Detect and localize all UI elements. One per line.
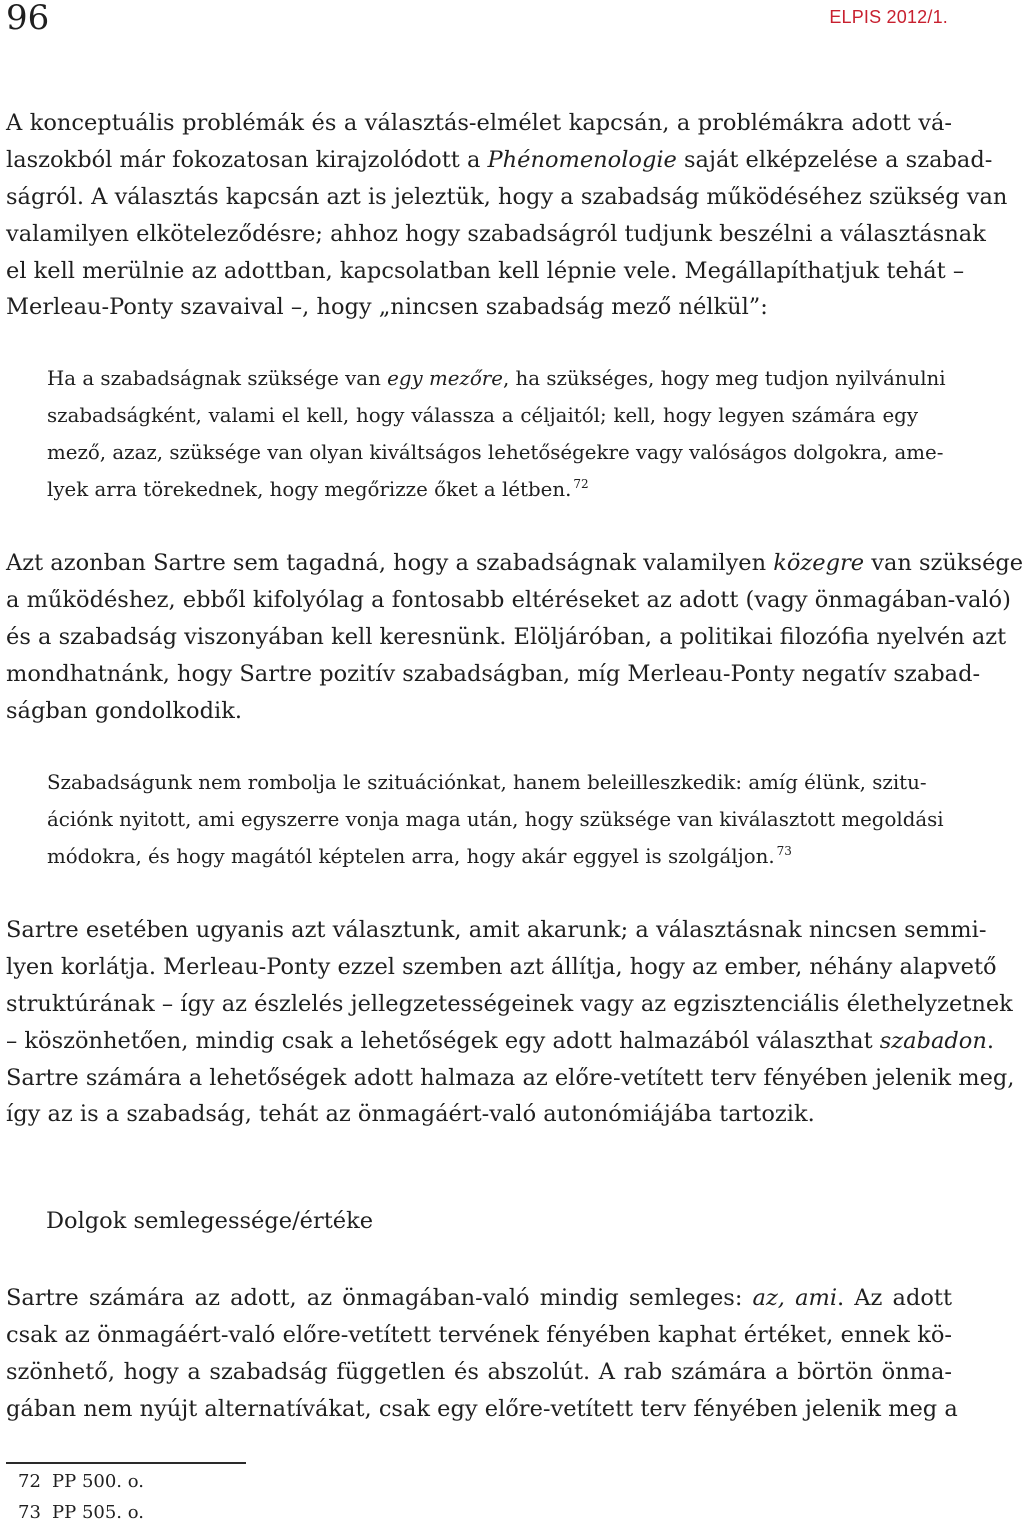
text-line: A konceptuális problémák és a választás-elmélet kapcsán, a problémákra adott vá-	[6, 110, 952, 136]
paragraph-4	[6, 1280, 958, 1428]
italic-text: az, ami	[752, 1285, 838, 1311]
text-line: Szabadságunk nem rombolja le szituációnkat, hanem beleilleszkedik: amíg élünk, szitu-	[47, 771, 927, 794]
text-line: Azt azonban Sartre sem tagadná, hogy a szabadságnak valamilyen közegre van szüksége	[6, 550, 1023, 576]
paragraph-3	[6, 912, 1015, 1133]
text-line: mondhatnánk, hogy Sartre pozitív szabadságban, míg Merleau-Ponty negatív szabad-	[6, 660, 981, 687]
footnote-text: PP 505. o.	[52, 1502, 144, 1523]
text-line: el kell merülnie az adottban, kapcsolatban kell lépnie vele. Megállapíthatjuk tehát –	[6, 257, 965, 284]
text-line: gában nem nyújt alternatívákat, csak egy előre-vetített terv fényében jelenik meg a	[6, 1395, 958, 1422]
text-line: szabadságként, valami el kell, hogy válassza a céljaitól; kell, hogy legyen számára egy	[47, 403, 918, 427]
text-line: Sartre esetében ugyanis azt választunk, amit akarunk; a választásnak nincsen semmi-	[6, 917, 987, 943]
running-head: ELPIS 2012/1.	[829, 7, 948, 27]
paragraph-1	[6, 105, 1008, 326]
text-line: laszokból már fokozatosan kirajzolódott a Phénomenologie saját elképzelése a szabad-	[6, 146, 993, 173]
text-line: így az is a szabadság, tehát az önmagáért-való autonómiájába tartozik.	[6, 1101, 815, 1128]
text-line: Ha a szabadságnak szüksége van egy mezőre, ha szükséges, hogy meg tudjon nyilvánulni	[47, 367, 946, 390]
text-line: struktúrának – így az észlelés jellegzetességeinek vagy az egzisztenciális élethelyzetnek	[6, 990, 1013, 1017]
footnote-text: PP 500. o.	[52, 1471, 144, 1492]
footnote-number: 73	[18, 1502, 41, 1523]
text-line: mező, azaz, szüksége van olyan kiváltságos lehetőségekre vagy valóságos dolgokra, ame-	[47, 440, 944, 464]
italic-text: közegre	[773, 550, 865, 576]
text-line: Merleau-Ponty szavaival –, hogy „nincsen szabadság mező nélkül”:	[6, 294, 768, 321]
footnote-72	[18, 1466, 144, 1497]
text-line: Sartre számára a lehetőségek adott halmaza az előre-vetített terv fényében jelenik meg,	[6, 1064, 1015, 1091]
text-line: valamilyen elköteleződésre; ahhoz hogy szabadságról tudjunk beszélni a választásnak	[6, 220, 986, 247]
text-line: – köszönhetően, mindig csak a lehetőségek egy adott halmazából választhat szabadon.	[6, 1027, 994, 1054]
text-line: Sartre számára az adott, az önmagában-való mindig semleges: az, ami. Az adott	[6, 1285, 952, 1311]
footnotes	[18, 1466, 144, 1528]
text-line: a működéshez, ebből kifolyólag a fontosabb eltéréseket az adott (vagy önmagában-való)	[6, 586, 1011, 613]
italic-text: Phénomenologie	[487, 146, 677, 173]
block-quote-1	[47, 361, 946, 509]
text-line: ságról. A választás kapcsán azt is jeleztük, hogy a szabadság működéséhez szükség van	[6, 183, 1008, 210]
block-quote-2	[47, 765, 944, 876]
italic-text: egy mezőre	[387, 367, 503, 390]
section-heading: Dolgok semlegessége/értéke	[46, 1208, 374, 1234]
text-line: lyen korlátja. Merleau-Ponty ezzel szemben azt állítja, hogy az ember, néhány alapvető	[6, 953, 997, 980]
footnote-number: 72	[18, 1471, 41, 1492]
text-line: szönhető, hogy a szabadság független és abszolút. A rab számára a börtön önma-	[6, 1358, 952, 1385]
footnote-reference[interactable]: 72	[573, 477, 589, 492]
text-line: ságban gondolkodik.	[6, 697, 242, 724]
text-line: módokra, és hogy magától képtelen arra, hogy akár eggyel is szolgáljon. $^{73}$	[47, 844, 792, 868]
paragraph-2	[6, 545, 1023, 729]
text-line: ációnk nyitott, ami egyszerre vonja maga után, hogy szüksége van kiválasztott megoldási	[47, 807, 944, 831]
footnote-rule	[6, 1462, 246, 1464]
footnote-reference[interactable]: 73	[776, 844, 792, 859]
italic-text: szabadon	[879, 1027, 987, 1054]
page-number: 96	[6, 0, 50, 38]
text-line: csak az önmagáért-való előre-vetített tervének fényében kaphat értéket, ennek kö-	[6, 1321, 952, 1348]
footnote-73	[18, 1497, 144, 1528]
text-line: és a szabadság viszonyában kell keresnünk. Elöljáróban, a politikai filozófia nyelvén azt	[6, 623, 1007, 650]
text-line: lyek arra törekednek, hogy megőrizze őket a létben. $^{72}$	[47, 477, 589, 501]
